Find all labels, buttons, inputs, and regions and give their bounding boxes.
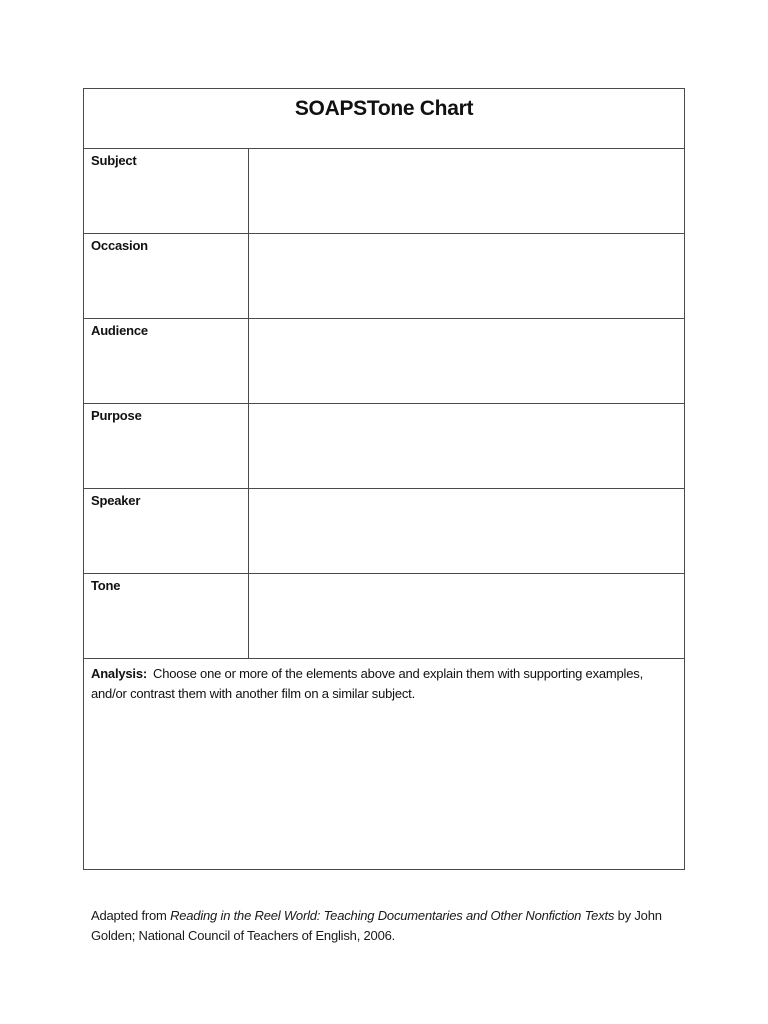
- row-audience: [84, 319, 684, 404]
- citation-book-title: Reading in the Reel World: Teaching Documentaries and Other Nonfiction Texts: [170, 908, 615, 923]
- answer-cell-tone[interactable]: [249, 574, 684, 658]
- row-label-cell: [84, 404, 249, 488]
- citation-prefix: Adapted from: [91, 908, 171, 923]
- soapstone-chart: [83, 88, 685, 870]
- row-label-cell: [84, 574, 249, 658]
- row-purpose: [84, 404, 684, 489]
- row-label-purpose: Purpose: [91, 408, 142, 423]
- chart-title: SOAPSTone Chart: [294, 97, 474, 120]
- row-label-subject: Subject: [91, 153, 137, 168]
- answer-cell-subject[interactable]: [249, 149, 684, 233]
- chart-title-row: [84, 89, 684, 149]
- row-tone: [84, 574, 684, 659]
- analysis-instructions: Choose one or more of the elements above and explain them with supporting examples, and/or contrast them with another film on a similar subject.: [91, 666, 643, 701]
- row-label-tone: Tone: [91, 578, 121, 593]
- row-label-cell: [84, 489, 249, 573]
- row-label-cell: [84, 234, 249, 318]
- row-speaker: [84, 489, 684, 574]
- source-citation: [91, 906, 691, 946]
- answer-cell-occasion[interactable]: [249, 234, 684, 318]
- row-label-cell: [84, 149, 249, 233]
- answer-cell-audience[interactable]: [249, 319, 684, 403]
- answer-cell-speaker[interactable]: [249, 489, 684, 573]
- citation-suffix: by John Golden; National Council of Teachers of English, 2006.: [91, 908, 662, 943]
- row-label-cell: [84, 319, 249, 403]
- row-label-audience: Audience: [91, 323, 148, 338]
- answer-cell-purpose[interactable]: [249, 404, 684, 488]
- row-occasion: [84, 234, 684, 319]
- row-subject: [84, 149, 684, 234]
- row-label-occasion: Occasion: [91, 238, 148, 253]
- row-label-speaker: Speaker: [91, 493, 141, 508]
- analysis-prompt: [91, 664, 676, 704]
- analysis-section[interactable]: [84, 659, 684, 869]
- analysis-label: Analysis:: [91, 666, 148, 681]
